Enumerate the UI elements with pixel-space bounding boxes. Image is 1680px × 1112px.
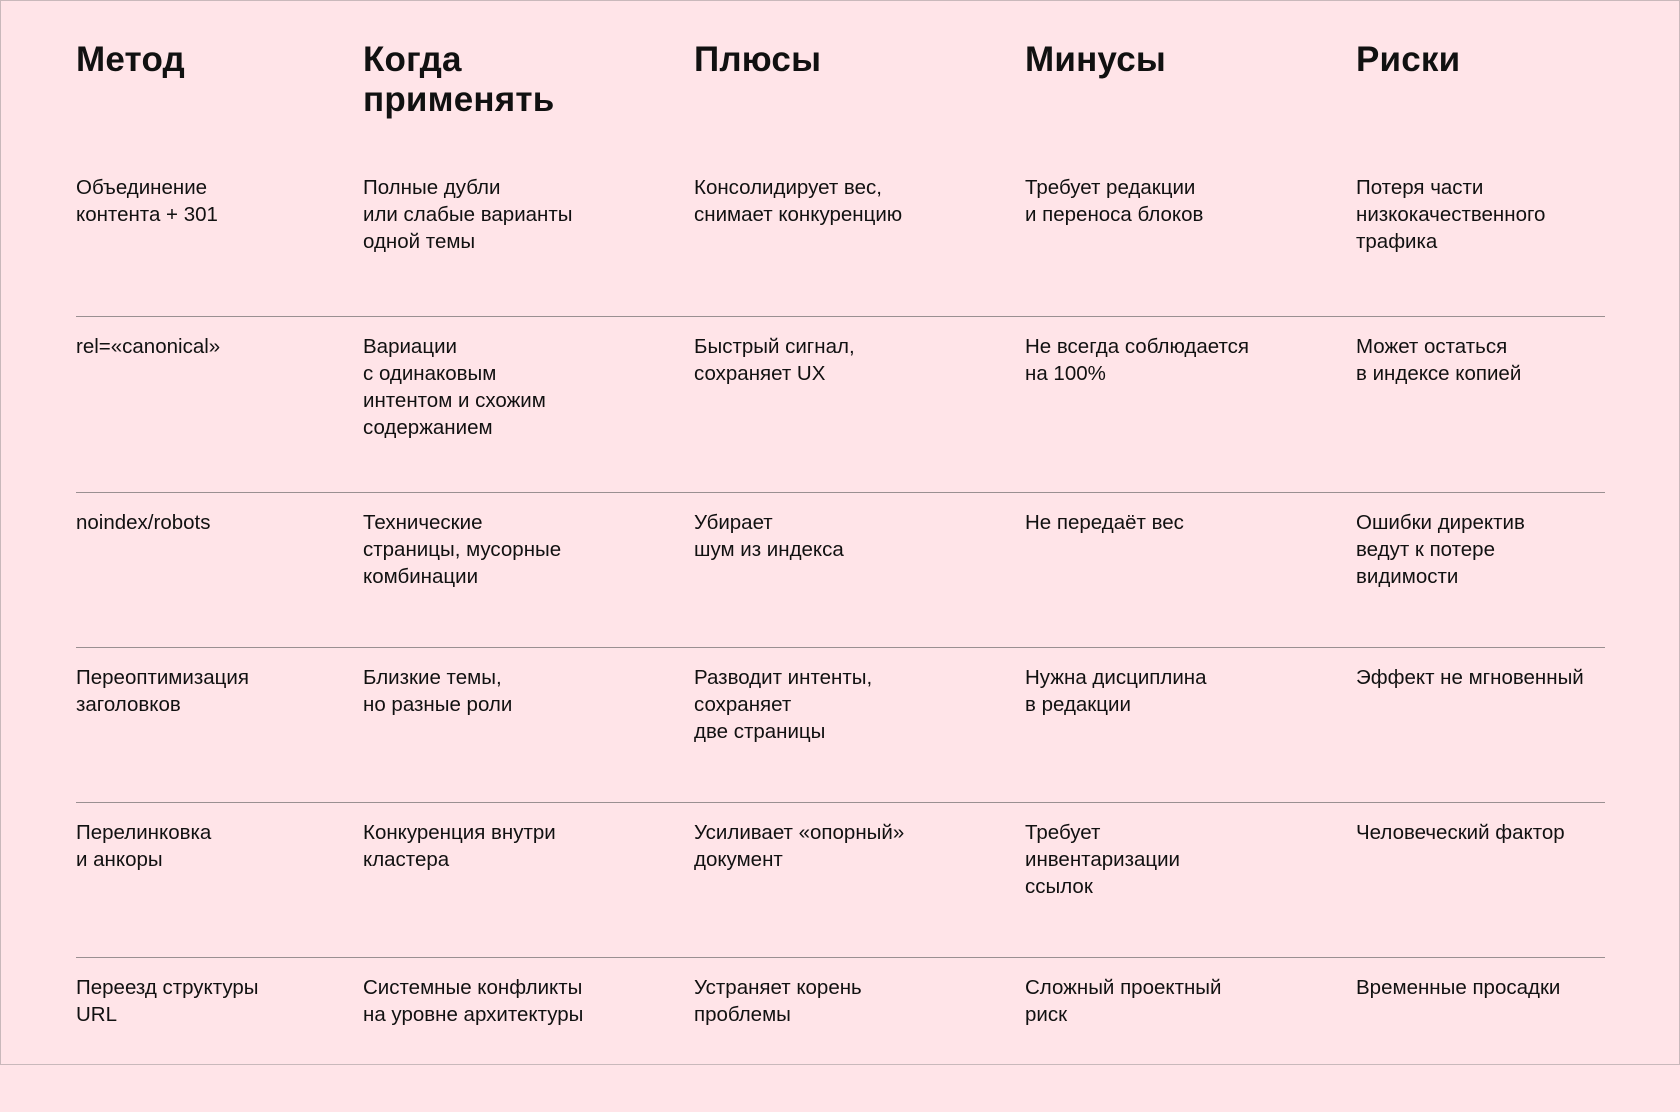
cell-when: Технические страницы, мусорные комбинации [363,511,562,588]
header-cons: Минусы [1025,40,1166,79]
comparison-table [76,40,1605,1112]
cell-risks: Эффект не мгновенный [1356,666,1584,689]
cell-risks: Человеческий фактор [1356,821,1565,844]
cell-cons: Требует редакции и переноса блоков [1025,176,1204,226]
cell-cons: Требует инвентаризации ссылок [1025,821,1181,898]
table-row [76,803,1605,958]
cell-pros: Консолидирует вес, снимает конкуренцию [694,176,903,226]
table-row [76,317,1605,493]
cell-pros: Быстрый сигнал, сохраняет UX [694,335,855,385]
header-pros: Плюсы [694,40,822,79]
cell-cons: Нужна дисциплина в редакции [1025,666,1207,716]
cell-pros: Убирает шум из индекса [694,511,844,561]
cell-cons: Не всегда соблюдается на 100% [1025,335,1250,385]
cell-pros: Усиливает «опорный» документ [694,821,905,871]
header-risks: Риски [1356,40,1461,79]
table-row [76,648,1605,803]
cell-cons: Не передаёт вес [1025,511,1184,534]
cell-when: Близкие темы, но разные роли [363,666,513,716]
cell-method: Объединение контента + 301 [76,176,218,226]
cell-method: Перелинковка и анкоры [76,821,212,871]
cell-risks: Ошибки директив ведут к потере видимости [1356,511,1525,588]
cell-when: Вариации с одинаковым интентом и схожим содержанием [363,335,546,439]
table-header-row [76,40,1605,158]
cell-when: Системные конфликты на уровне архитектуры [363,976,584,1026]
cell-risks: Временные просадки [1356,976,1561,999]
cell-method: Переезд структуры URL [76,976,259,1026]
table-row [76,958,1605,1112]
cell-method: rel=«canonical» [76,335,221,358]
cell-cons: Сложный проектный риск [1025,976,1222,1026]
cell-method: Переоптимизация заголовков [76,666,249,716]
cell-risks: Может остаться в индексе копией [1356,335,1522,385]
cell-when: Конкуренция внутри кластера [363,821,556,871]
cell-pros: Устраняет корень проблемы [694,976,862,1026]
cell-method: noindex/robots [76,511,211,534]
cell-pros: Разводит интенты, сохраняет две страницы [694,666,873,743]
header-when: Когда применять [363,40,555,119]
header-method: Метод [76,40,185,79]
cell-risks: Потеря части низкокачественного трафика [1356,176,1546,253]
cell-when: Полные дубли или слабые варианты одной темы [363,176,573,253]
table-row [76,158,1605,317]
table-row [76,493,1605,648]
